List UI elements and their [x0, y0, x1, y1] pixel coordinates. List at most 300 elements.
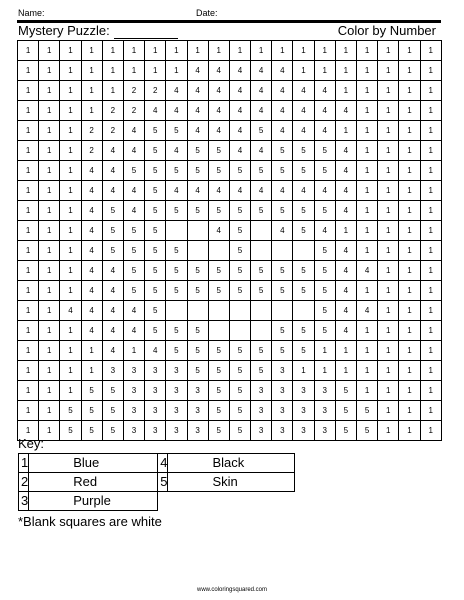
grid-cell: 1: [399, 261, 420, 281]
grid-cell: 3: [145, 401, 166, 421]
grid-cell: 5: [314, 201, 335, 221]
grid-cell: 4: [123, 121, 144, 141]
grid-cell: 1: [357, 241, 378, 261]
grid-cell: 4: [102, 161, 123, 181]
grid-cell: 1: [357, 341, 378, 361]
grid-cell: 1: [420, 61, 441, 81]
grid-cell: 5: [102, 401, 123, 421]
grid-cell: 1: [60, 61, 81, 81]
grid-cell: 4: [123, 301, 144, 321]
grid-cell: 5: [229, 201, 250, 221]
grid-cell: 5: [123, 221, 144, 241]
grid-cell: 1: [357, 101, 378, 121]
grid-row: [18, 421, 442, 441]
grid-row: [18, 41, 442, 61]
grid-cell: 1: [314, 61, 335, 81]
grid-row: [18, 381, 442, 401]
grid-cell: 3: [314, 401, 335, 421]
grid-cell: 4: [81, 201, 102, 221]
grid-cell: 4: [123, 201, 144, 221]
grid-cell: 1: [102, 81, 123, 101]
grid-cell: [293, 241, 314, 261]
color-key: [18, 453, 295, 511]
grid-cell: 1: [399, 81, 420, 101]
grid-cell: 1: [60, 221, 81, 241]
grid-cell: 1: [60, 261, 81, 281]
grid-cell: 1: [39, 341, 60, 361]
grid-row: [18, 181, 442, 201]
grid-cell: 5: [272, 141, 293, 161]
grid-cell: 5: [251, 281, 272, 301]
grid-row: [18, 141, 442, 161]
title-blank-line: [114, 26, 178, 39]
grid-cell: 4: [81, 281, 102, 301]
grid-cell: 1: [18, 281, 39, 301]
key-color-name: Black: [168, 454, 295, 473]
key-number: 1: [19, 454, 29, 473]
grid-cell: 5: [187, 361, 208, 381]
key-number: 3: [19, 492, 29, 511]
grid-cell: 3: [145, 361, 166, 381]
grid-cell: 5: [208, 421, 229, 441]
grid-cell: 3: [123, 381, 144, 401]
grid-cell: 1: [399, 181, 420, 201]
grid-cell: 5: [208, 361, 229, 381]
grid-cell: 1: [378, 381, 399, 401]
grid-cell: 5: [145, 221, 166, 241]
grid-cell: 5: [102, 381, 123, 401]
grid-row: [18, 241, 442, 261]
grid-cell: 3: [272, 401, 293, 421]
grid-cell: [208, 301, 229, 321]
grid-cell: 1: [314, 361, 335, 381]
grid-row: [18, 301, 442, 321]
grid-cell: 3: [314, 421, 335, 441]
grid-cell: 5: [293, 321, 314, 341]
grid-cell: 1: [39, 161, 60, 181]
grid-cell: 4: [314, 181, 335, 201]
grid-cell: 4: [251, 141, 272, 161]
grid-cell: 5: [166, 321, 187, 341]
grid-cell: 1: [420, 181, 441, 201]
grid-row: [18, 81, 442, 101]
grid-cell: 1: [39, 41, 60, 61]
grid-cell: 4: [272, 81, 293, 101]
grid-cell: 5: [81, 421, 102, 441]
grid-cell: [229, 321, 250, 341]
grid-cell: 1: [399, 401, 420, 421]
grid-cell: 1: [357, 221, 378, 241]
grid-cell: 1: [399, 241, 420, 261]
grid-cell: 1: [60, 181, 81, 201]
grid-cell: 1: [420, 201, 441, 221]
grid-cell: 4: [208, 81, 229, 101]
grid-cell: 1: [39, 141, 60, 161]
grid-cell: 5: [166, 241, 187, 261]
grid-cell: 1: [81, 341, 102, 361]
grid-cell: [251, 321, 272, 341]
grid-cell: 1: [187, 41, 208, 61]
grid-cell: [166, 301, 187, 321]
grid-cell: 1: [251, 41, 272, 61]
grid-cell: 3: [187, 401, 208, 421]
grid-cell: 1: [39, 61, 60, 81]
grid-cell: 5: [145, 321, 166, 341]
grid-cell: 1: [399, 221, 420, 241]
grid-cell: 1: [399, 381, 420, 401]
grid-cell: 3: [293, 421, 314, 441]
grid-cell: [251, 221, 272, 241]
grid-cell: 1: [18, 141, 39, 161]
grid-cell: 4: [123, 181, 144, 201]
grid-cell: 4: [187, 101, 208, 121]
grid-cell: 5: [208, 281, 229, 301]
grid-cell: 5: [272, 281, 293, 301]
grid-cell: 1: [39, 281, 60, 301]
grid-cell: 2: [102, 121, 123, 141]
grid-cell: 1: [399, 141, 420, 161]
grid-cell: 1: [420, 381, 441, 401]
grid-cell: 4: [229, 61, 250, 81]
grid-cell: 5: [187, 261, 208, 281]
grid-cell: 1: [123, 41, 144, 61]
grid-cell: 1: [314, 41, 335, 61]
grid-cell: 4: [166, 141, 187, 161]
grid-cell: 1: [378, 81, 399, 101]
grid-cell: 1: [39, 301, 60, 321]
grid-cell: 5: [208, 381, 229, 401]
grid-cell: 4: [229, 181, 250, 201]
grid-cell: 4: [272, 221, 293, 241]
grid-cell: 5: [145, 241, 166, 261]
grid-cell: 4: [145, 101, 166, 121]
grid-cell: 4: [81, 241, 102, 261]
footer-url: www.coloringsquared.com: [196, 587, 268, 593]
grid-cell: 1: [18, 181, 39, 201]
grid-cell: 4: [335, 261, 356, 281]
grid-cell: 1: [420, 361, 441, 381]
grid-cell: 1: [229, 41, 250, 61]
grid-cell: 1: [378, 101, 399, 121]
grid-row: [18, 401, 442, 421]
grid-cell: 1: [102, 41, 123, 61]
blank-note: *Blank squares are white: [18, 514, 162, 529]
grid-cell: 1: [378, 181, 399, 201]
grid-cell: 1: [357, 281, 378, 301]
grid-cell: 3: [187, 421, 208, 441]
grid-cell: 2: [123, 101, 144, 121]
grid-cell: 4: [272, 101, 293, 121]
grid-cell: 1: [378, 401, 399, 421]
grid-cell: 1: [420, 341, 441, 361]
grid-cell: 5: [208, 201, 229, 221]
grid-cell: 5: [145, 161, 166, 181]
grid-cell: 1: [357, 381, 378, 401]
grid-cell: 1: [420, 121, 441, 141]
grid-cell: [166, 221, 187, 241]
grid-cell: 1: [335, 341, 356, 361]
grid-cell: 1: [81, 41, 102, 61]
grid-cell: [187, 221, 208, 241]
grid-cell: 1: [18, 221, 39, 241]
grid-cell: 4: [357, 261, 378, 281]
grid-cell: 4: [272, 121, 293, 141]
key-row: [19, 454, 295, 473]
grid-cell: 1: [335, 221, 356, 241]
title-row: [18, 23, 436, 39]
key-row: [19, 492, 295, 511]
grid-cell: 5: [272, 161, 293, 181]
grid-cell: 4: [208, 181, 229, 201]
grid-cell: 4: [187, 121, 208, 141]
grid-cell: 3: [314, 381, 335, 401]
grid-cell: 5: [335, 401, 356, 421]
grid-cell: 3: [145, 421, 166, 441]
grid-cell: 4: [335, 301, 356, 321]
key-number: 5: [158, 473, 168, 492]
grid-cell: 1: [420, 281, 441, 301]
grid-cell: 4: [123, 141, 144, 161]
grid-cell: 1: [18, 241, 39, 261]
grid-row: [18, 221, 442, 241]
grid-cell: 1: [420, 41, 441, 61]
grid-cell: 4: [251, 61, 272, 81]
grid-cell: 5: [314, 161, 335, 181]
grid-cell: 1: [272, 41, 293, 61]
grid-cell: 4: [166, 101, 187, 121]
grid-cell: 5: [314, 241, 335, 261]
grid-cell: 5: [335, 381, 356, 401]
grid-cell: 1: [378, 301, 399, 321]
grid-cell: 3: [293, 401, 314, 421]
grid-cell: 4: [335, 281, 356, 301]
grid-cell: [251, 301, 272, 321]
grid-cell: 5: [145, 141, 166, 161]
grid-cell: 1: [420, 141, 441, 161]
grid-cell: 1: [60, 41, 81, 61]
grid-cell: 1: [60, 81, 81, 101]
grid-cell: 5: [123, 161, 144, 181]
grid-cell: 5: [229, 261, 250, 281]
grid-cell: 1: [18, 61, 39, 81]
grid-cell: 1: [335, 81, 356, 101]
grid-cell: 1: [378, 261, 399, 281]
grid-cell: 1: [39, 101, 60, 121]
grid-cell: 1: [357, 321, 378, 341]
grid-cell: 4: [229, 121, 250, 141]
grid-cell: 5: [314, 261, 335, 281]
grid-cell: 1: [81, 361, 102, 381]
grid-cell: 4: [293, 101, 314, 121]
grid-cell: 3: [251, 401, 272, 421]
grid-cell: 1: [293, 61, 314, 81]
grid-cell: 4: [251, 81, 272, 101]
grid-cell: 1: [378, 121, 399, 141]
grid-cell: 5: [229, 221, 250, 241]
grid-cell: 1: [335, 61, 356, 81]
grid-cell: 4: [335, 321, 356, 341]
grid-cell: 1: [378, 201, 399, 221]
grid-cell: 1: [39, 121, 60, 141]
grid-cell: 5: [251, 261, 272, 281]
grid-cell: 1: [399, 341, 420, 361]
grid-cell: 1: [357, 361, 378, 381]
grid-cell: 3: [166, 381, 187, 401]
grid-cell: 1: [399, 421, 420, 441]
grid-cell: 4: [187, 181, 208, 201]
grid-cell: 5: [166, 341, 187, 361]
grid-cell: 4: [335, 141, 356, 161]
grid-cell: 4: [314, 81, 335, 101]
grid-cell: 4: [123, 321, 144, 341]
grid-cell: 1: [18, 321, 39, 341]
grid-cell: 5: [208, 161, 229, 181]
grid-cell: 5: [314, 281, 335, 301]
grid-row: [18, 321, 442, 341]
grid-cell: 1: [420, 321, 441, 341]
grid-cell: [187, 241, 208, 261]
grid-cell: 5: [335, 421, 356, 441]
grid-cell: 5: [229, 361, 250, 381]
grid-cell: 1: [39, 81, 60, 101]
subtitle: Color by Number: [337, 23, 436, 38]
key-color-name: Blue: [29, 454, 158, 473]
grid-cell: 4: [335, 201, 356, 221]
grid-cell: 1: [378, 421, 399, 441]
grid-cell: 1: [357, 41, 378, 61]
grid-cell: [229, 301, 250, 321]
grid-cell: 2: [123, 81, 144, 101]
grid-cell: 3: [272, 381, 293, 401]
grid-cell: 4: [335, 101, 356, 121]
grid-cell: 5: [293, 161, 314, 181]
grid-cell: 3: [293, 381, 314, 401]
grid-cell: 5: [187, 321, 208, 341]
grid-cell: 4: [187, 81, 208, 101]
grid-cell: 5: [229, 281, 250, 301]
grid-cell: 4: [102, 301, 123, 321]
grid-cell: 5: [251, 201, 272, 221]
grid-cell: 4: [357, 301, 378, 321]
grid-cell: 4: [60, 301, 81, 321]
grid-cell: 1: [166, 61, 187, 81]
grid-row: [18, 61, 442, 81]
grid-cell: 1: [378, 281, 399, 301]
grid-cell: 4: [208, 61, 229, 81]
grid-row: [18, 101, 442, 121]
grid-cell: 1: [420, 81, 441, 101]
grid-cell: 1: [18, 261, 39, 281]
grid-cell: 5: [123, 281, 144, 301]
grid-cell: 5: [314, 141, 335, 161]
grid-cell: 5: [293, 201, 314, 221]
grid-cell: 1: [357, 81, 378, 101]
grid-cell: 5: [145, 181, 166, 201]
grid-cell: 1: [60, 201, 81, 221]
grid-cell: 1: [357, 61, 378, 81]
grid-cell: 4: [102, 341, 123, 361]
grid-cell: 3: [166, 421, 187, 441]
grid-cell: 1: [399, 301, 420, 321]
grid-cell: 5: [293, 281, 314, 301]
grid-cell: 4: [81, 181, 102, 201]
grid-cell: 4: [251, 101, 272, 121]
grid-cell: 1: [420, 241, 441, 261]
grid-cell: 5: [166, 201, 187, 221]
grid-cell: 4: [335, 161, 356, 181]
grid-cell: 1: [420, 161, 441, 181]
grid-cell: 1: [145, 61, 166, 81]
grid-cell: 1: [39, 321, 60, 341]
grid-cell: 5: [102, 421, 123, 441]
grid-cell: 5: [229, 341, 250, 361]
grid-cell: 1: [39, 261, 60, 281]
grid-cell: 1: [378, 361, 399, 381]
grid-cell: [208, 321, 229, 341]
grid-cell: 1: [378, 341, 399, 361]
grid-cell: 4: [102, 321, 123, 341]
grid-cell: 1: [39, 381, 60, 401]
grid-cell: 4: [102, 261, 123, 281]
grid-cell: [272, 301, 293, 321]
grid-cell: 5: [272, 321, 293, 341]
grid-cell: 1: [60, 321, 81, 341]
grid-cell: 1: [378, 221, 399, 241]
key-color-name: [168, 492, 295, 511]
grid-cell: 1: [102, 61, 123, 81]
grid-cell: 1: [314, 341, 335, 361]
grid-cell: 5: [251, 121, 272, 141]
grid-cell: 1: [18, 401, 39, 421]
grid-row: [18, 121, 442, 141]
grid-cell: 1: [60, 341, 81, 361]
grid-cell: 4: [187, 61, 208, 81]
grid-cell: 5: [357, 421, 378, 441]
grid-cell: 4: [314, 101, 335, 121]
grid-cell: 5: [208, 401, 229, 421]
grid-cell: 5: [229, 161, 250, 181]
grid-cell: 5: [145, 201, 166, 221]
grid-cell: 1: [399, 61, 420, 81]
grid-row: [18, 201, 442, 221]
grid-cell: 1: [81, 81, 102, 101]
grid-cell: 3: [272, 421, 293, 441]
grid-cell: 2: [81, 141, 102, 161]
key-color-name: Purple: [29, 492, 158, 511]
grid-cell: 5: [166, 261, 187, 281]
grid-cell: 4: [81, 301, 102, 321]
puzzle-grid: [17, 40, 442, 441]
grid-cell: 4: [293, 81, 314, 101]
grid-cell: 1: [60, 141, 81, 161]
grid-cell: 5: [229, 401, 250, 421]
grid-cell: 1: [18, 361, 39, 381]
grid-cell: 5: [166, 161, 187, 181]
grid-cell: 1: [39, 421, 60, 441]
grid-cell: 3: [123, 421, 144, 441]
grid-cell: 4: [166, 81, 187, 101]
grid-cell: 1: [293, 41, 314, 61]
grid-cell: 1: [39, 181, 60, 201]
grid-cell: 5: [166, 121, 187, 141]
grid-cell: 5: [208, 341, 229, 361]
grid-cell: 5: [145, 301, 166, 321]
grid-cell: 1: [378, 41, 399, 61]
grid-cell: 5: [102, 241, 123, 261]
grid-cell: 5: [272, 201, 293, 221]
grid-cell: 1: [399, 101, 420, 121]
grid-cell: 2: [145, 81, 166, 101]
